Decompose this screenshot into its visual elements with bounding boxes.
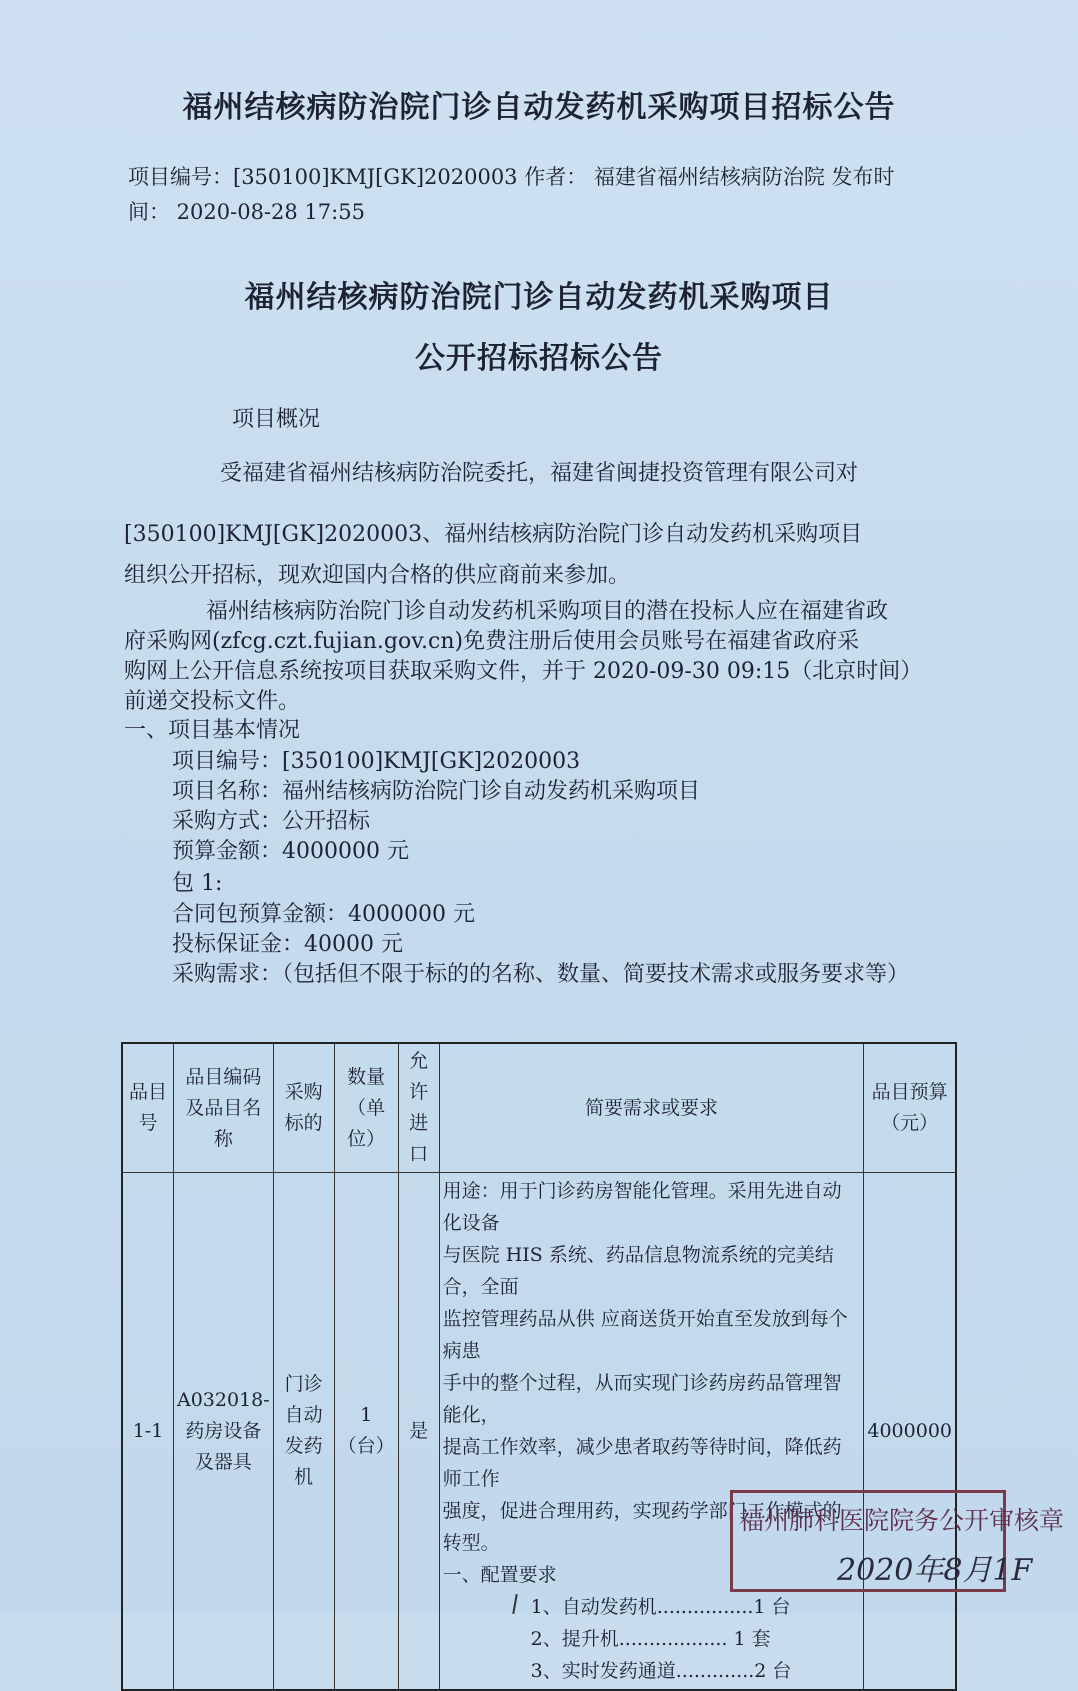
overview-para2-line3: 购网上公开信息系统按项目获取采购文件，并于 2020-09-30 09:15（北京时间） bbox=[124, 659, 923, 684]
overview-para1-line3: 组织公开招标，现欢迎国内合格的供应商前来参加。 bbox=[124, 563, 631, 588]
req-line: 一、配置要求 bbox=[442, 1564, 557, 1586]
package-label: 包 1: bbox=[172, 871, 223, 896]
requirement-intro: 采购需求：（包括但不限于标的的名称、数量、简要技术需求或服务要求等） bbox=[172, 962, 910, 987]
req-line: 强度，促进合理用药，实现药学部门工作模式的转型。 bbox=[442, 1500, 842, 1554]
stamp-date: 2020年8月1F bbox=[837, 1553, 1033, 1588]
subtitle-line-1: 福州结核病防治院门诊自动发药机采购项目 bbox=[244, 280, 834, 315]
review-stamp bbox=[730, 1490, 1065, 1592]
req-line: 手中的整个过程，从而实现门诊药房药品管理智能化， bbox=[442, 1372, 842, 1426]
meta-line-1: 项目编号：[350100]KMJ[GK]2020003 作者： 福建省福州结核病防治院 发布时 bbox=[128, 165, 895, 189]
table-header-row bbox=[122, 1043, 956, 1173]
cell-target: 门诊自动发药机 bbox=[273, 1173, 334, 1691]
header-item-code: 品目编码及品目名称 bbox=[174, 1043, 274, 1173]
cell-quantity: 1（台） bbox=[334, 1173, 398, 1691]
overview-para2-line1: 福州结核病防治院门诊自动发药机采购项目的潜在投标人应在福建省政 bbox=[206, 599, 889, 624]
meta-line-2: 间： 2020-08-28 17:55 bbox=[128, 200, 365, 224]
req-line: 用途：用于门诊药房智能化管理。采用先进自动化设备 bbox=[442, 1180, 842, 1234]
procurement-method: 采购方式：公开招标 bbox=[172, 809, 371, 834]
header-import: 允许进口 bbox=[398, 1043, 439, 1173]
subtitle-line-2: 公开招标招标公告 bbox=[415, 341, 663, 376]
cell-import: 是 bbox=[398, 1173, 439, 1691]
header-quantity: 数量（单位） bbox=[334, 1043, 398, 1173]
cell-item-code: A032018-药房设备及器具 bbox=[174, 1173, 274, 1691]
header-requirements: 简要需求或要求 bbox=[439, 1043, 864, 1173]
config-item: 1、自动发药机................1 台 bbox=[530, 1596, 791, 1618]
req-line: 与医院 HIS 系统、药品信息物流系统的完美结合，全面 bbox=[442, 1244, 834, 1298]
contract-budget: 合同包预算金额：4000000 元 bbox=[172, 902, 475, 927]
table-row bbox=[122, 1173, 956, 1691]
req-line: 监控管理药品从供 应商送货开始直至发放到每个病患 bbox=[442, 1308, 848, 1362]
project-number: 项目编号：[350100]KMJ[GK]2020003 bbox=[172, 749, 581, 774]
document-title: 福州结核病防治院门诊自动发药机采购项目招标公告 bbox=[182, 90, 896, 125]
project-name: 项目名称：福州结核病防治院门诊自动发药机采购项目 bbox=[172, 779, 701, 804]
overview-para1-line1: 受福建省福州结核病防治院委托，福建省闽捷投资管理有限公司对 bbox=[220, 461, 859, 486]
config-item: 3、实时发药通道.............2 台 bbox=[530, 1660, 792, 1682]
overview-para2-line4: 前递交投标文件。 bbox=[124, 689, 301, 714]
stamp-text: 福州肺科医院院务公开审核章 bbox=[739, 1506, 1065, 1535]
overview-heading: 项目概况 bbox=[232, 407, 321, 432]
header-budget: 品目预算（元） bbox=[864, 1043, 956, 1173]
req-line: 提高工作效率，减少患者取药等待时间，降低药师工作 bbox=[442, 1436, 842, 1490]
cell-item-no: 1-1 bbox=[122, 1173, 174, 1691]
header-target: 采购标的 bbox=[273, 1043, 334, 1173]
cell-budget: 4000000 bbox=[864, 1173, 956, 1691]
basic-info-heading: 一、项目基本情况 bbox=[124, 718, 301, 743]
overview-para2-line2: 府采购网(zfcg.czt.fujian.gov.cn)免费注册后使用会员账号在福建省政府采 bbox=[124, 629, 860, 654]
cell-requirements bbox=[439, 1173, 864, 1691]
bid-deposit: 投标保证金：40000 元 bbox=[172, 932, 403, 957]
budget-amount: 预算金额：4000000 元 bbox=[172, 839, 409, 864]
procurement-table bbox=[121, 1042, 957, 1691]
config-item: 2、提升机.................. 1 套 bbox=[530, 1628, 771, 1650]
header-item-no: 品目号 bbox=[122, 1043, 174, 1173]
overview-para1-line2: [350100]KMJ[GK]2020003、福州结核病防治院门诊自动发药机采购项目 bbox=[124, 522, 863, 547]
